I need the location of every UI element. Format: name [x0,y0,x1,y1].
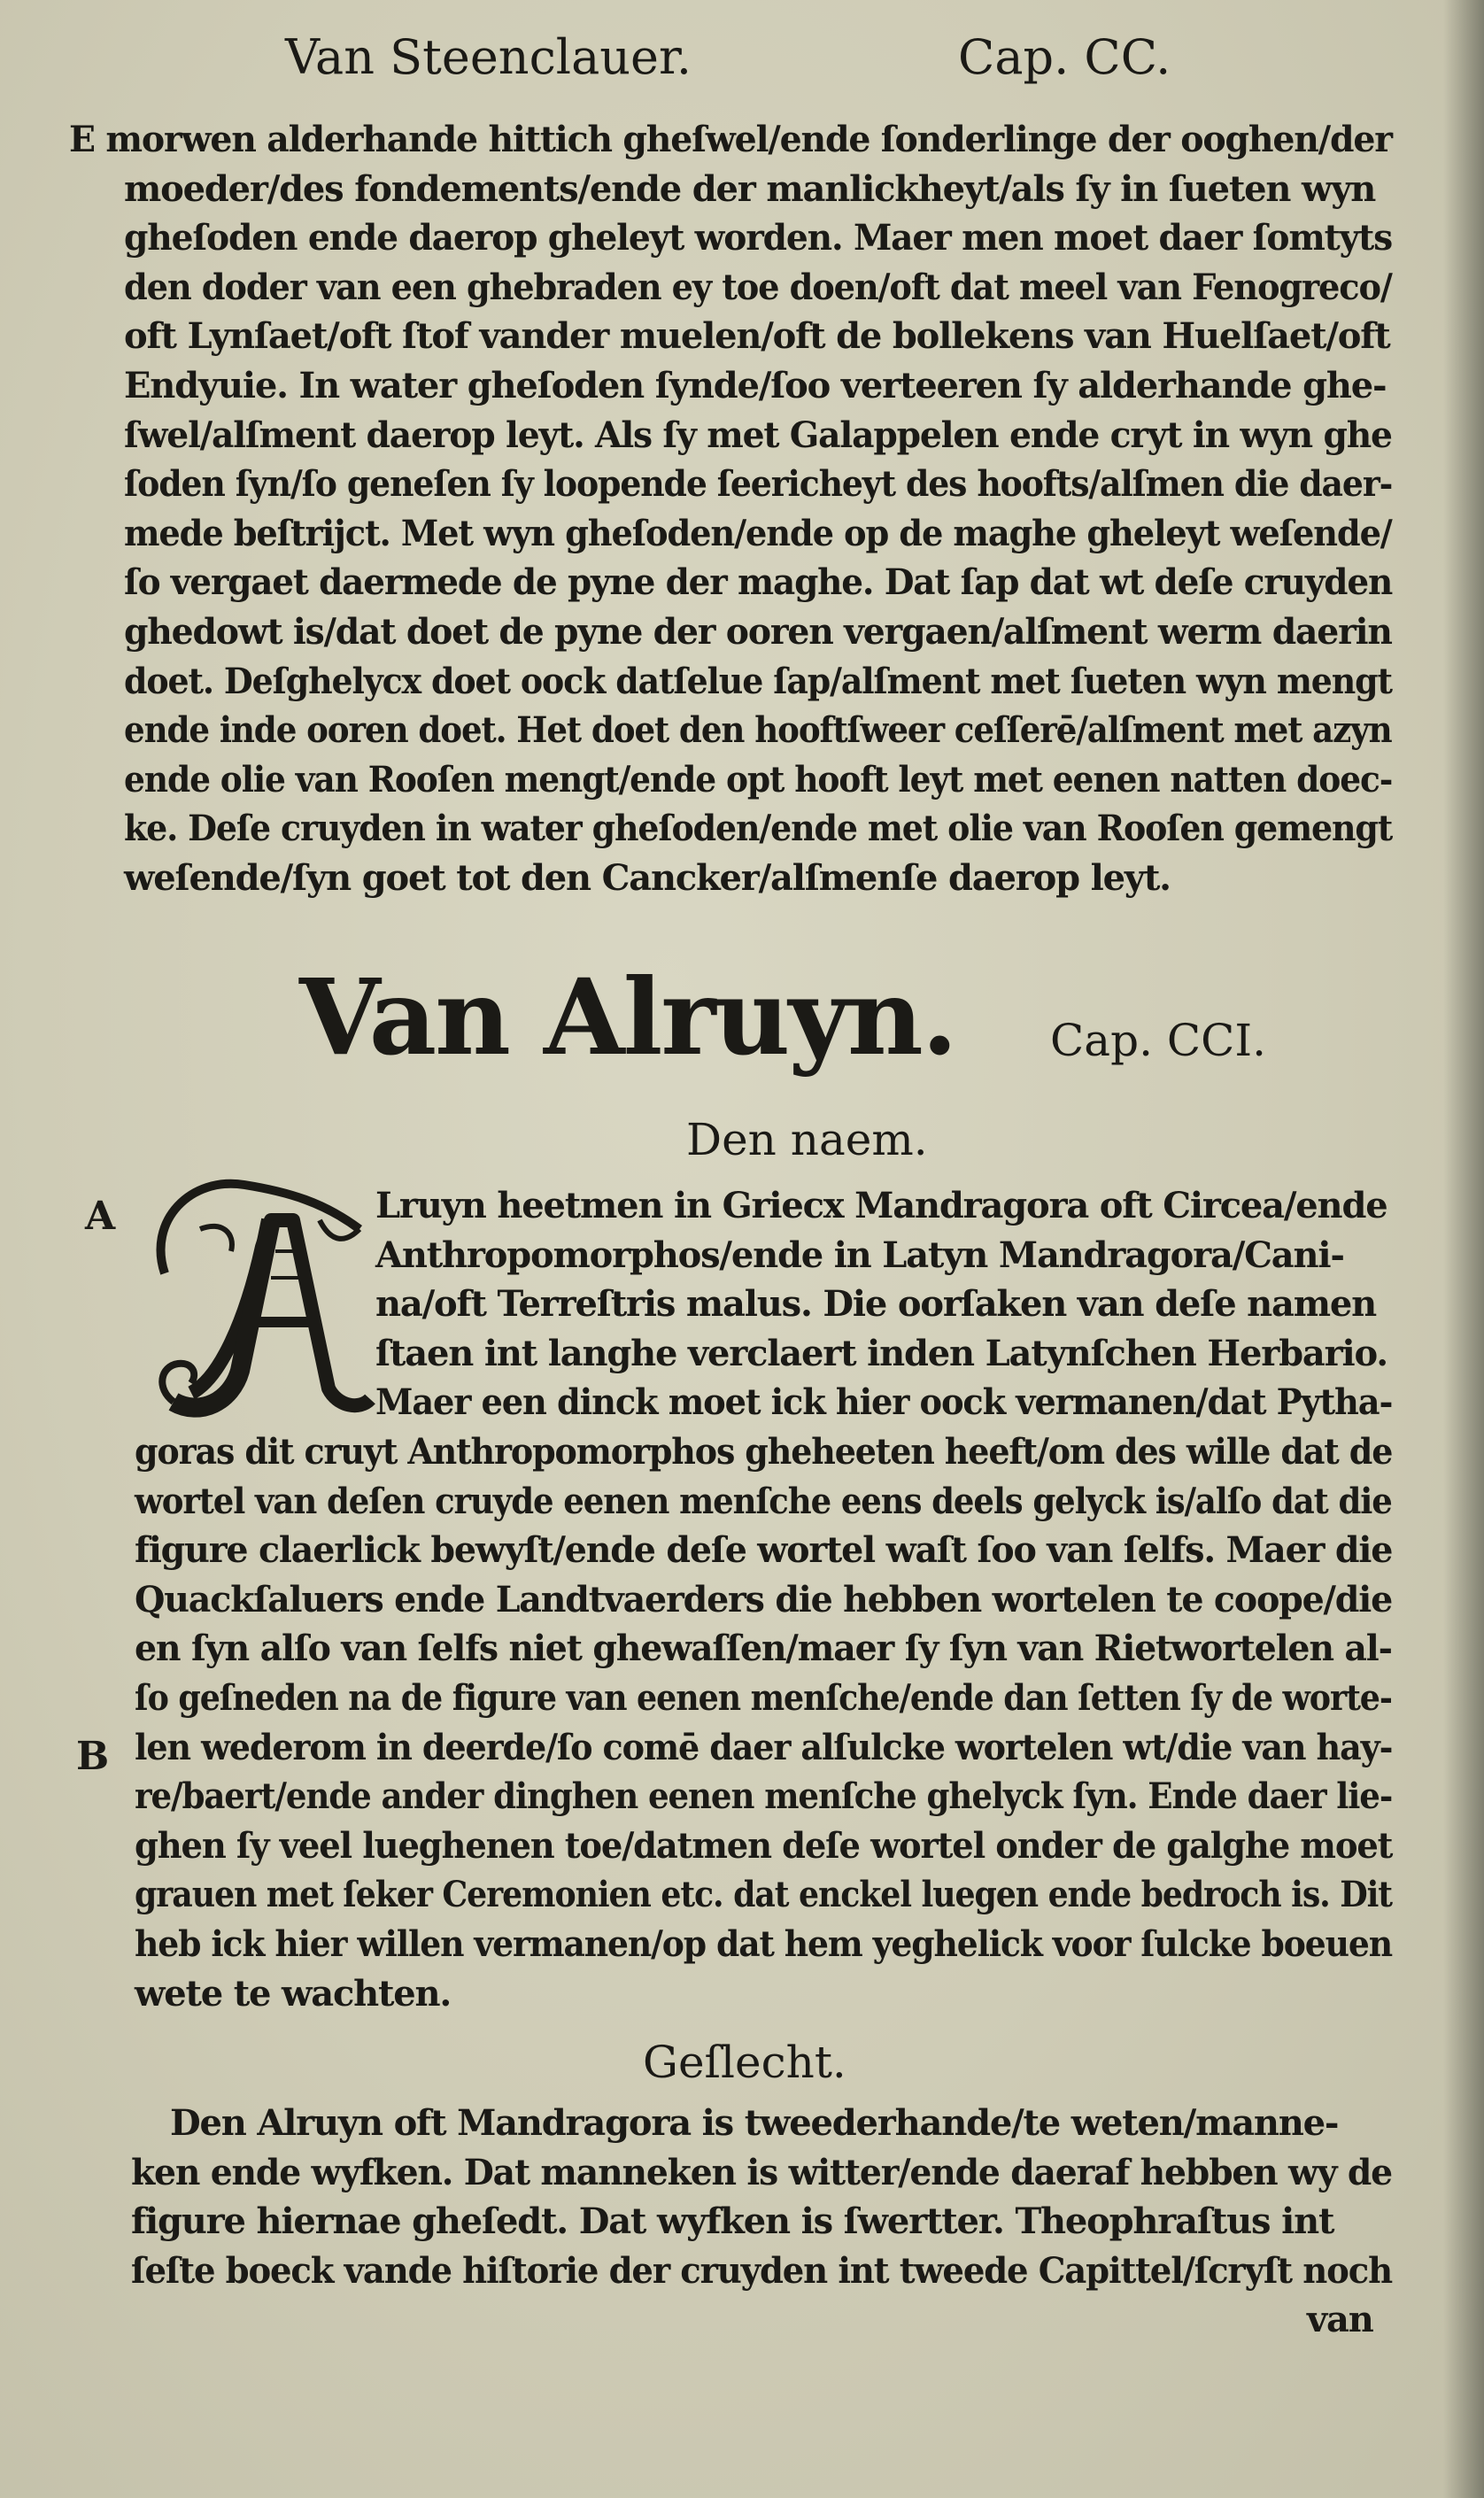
text-line: wete te wachten. [135,1972,452,2015]
text-line: ken ende wyfken. Dat manneken is witter/ende daeraf hebben wy de [131,2151,1392,2193]
margin-letter-b: B [76,1734,110,1779]
decorated-initial-a [138,1167,377,1424]
text-line: ghen ſy veel lueghenen toe/datmen deſe wortel onder de galghe moet [135,1824,1393,1867]
text-line: grauen met ſeker Ceremonien etc. dat enckel luegen ende bedroch is. Dit [135,1874,1392,1916]
text-line: moeder/des fondements/ende der manlickheyt/als ſy in ſueten wyn [124,167,1376,210]
section-heading-naem: Den naem. [686,1114,928,1165]
text-line: Den Alruyn oft Mandragora is tweederhande/te weten/manne- [170,2102,1339,2144]
text-line: den doder van een ghebraden ey toe doen/oft dat meel van Fenogreco/ [124,266,1392,308]
text-line: ſoden ſyn/ſo geneſen ſy loopende ſeericheyt des hoofts/alſmen die daer- [124,463,1393,506]
chapter-title: Van Alruyn. [299,955,956,1079]
chapter-number: Cap. CCI. [1050,1015,1267,1066]
text-line: Anthropomorphos/ende in Latyn Mandragora/Cani- [375,1234,1344,1276]
text-line: weſende/ſyn goet tot den Cancker/alſmenſe daerop leyt. [124,857,1171,899]
running-head-title: Van Steenclauer. [285,29,692,85]
text-line: doet. Deſghelycx doet oock datſelue ſap/alſment met ſueten wyn mengt [124,660,1392,702]
text-line: ſeſte boeck vande hiſtorie der cruyden int tweede Capittel/ſcryſt noch [131,2249,1392,2292]
decorated-initial-letter [138,1167,139,1168]
text-line: goras dit cruyt Anthropomorphos gheheeten heeft/om des wille dat de [135,1431,1393,1473]
text-line: en ſyn alſo van ſelfs niet ghewaſſen/maer ſy ſyn van Rietwortelen al- [135,1628,1392,1670]
text-line: gheſoden ende daerop gheleyt worden. Maer men moet daer ſomtyts [124,217,1393,259]
text-line: figure hiernae gheſedt. Dat wyfken is ſwertter. Theophraſtus int [131,2200,1334,2243]
text-line: Maer een dinck moet ick hier oock vermanen/dat Pytha- [375,1381,1393,1424]
running-head-chapter: Cap. CC. [958,29,1171,85]
text-line: ende inde ooren doet. Het doet den hooftſweer ceſſerē/alſment met azyn [124,709,1392,752]
text-line: ſwel/alſment daerop leyt. Als ſy met Galappelen ende cryt in wyn ghe [124,414,1392,456]
text-line: Lruyn heetmen in Griecx Mandragora oft Circea/ende [375,1185,1387,1226]
text-line: figure claerlick bewyſt/ende deſe wortel waſt ſoo van ſelfs. Maer die [135,1529,1393,1572]
text-line: mede beſtrijct. Met wyn gheſoden/ende op de maghe gheleyt weſende/ [124,512,1392,554]
text-line: heb ick hier willen vermanen/op dat hem yeghelick voor ſulcke boeuen [135,1923,1392,1965]
text-line: oft Lynſaet/oft ſtof vander muelen/oft de bollekens van Huelſaet/oft [124,315,1390,358]
text-line: ſo vergaet daermede de pyne der maghe. Dat ſap dat wt deſe cruyden [124,561,1393,604]
text-line: Quackſaluers ende Landtvaerders die hebben wortelen te coope/die [135,1578,1393,1620]
decorated-initial-a-graphic [138,1167,377,1424]
text-line: re/baert/ende ander dinghen eenen menſche ghelyck ſyn. Ende daer lie- [135,1775,1393,1818]
text-line: E morwen alderhande hittich gheſwel/ende ſonderlinge der ooghen/der [69,119,1392,160]
margin-letter-a: A [85,1194,116,1239]
text-line: ſtaen int langhe verclaert inden Latynſchen Herbario. [375,1332,1387,1374]
section-heading-geslacht: Geſlecht. [643,2037,846,2088]
text-line: Endyuie. In water gheſoden ſynde/ſoo verteeren ſy alderhande ghe- [124,365,1387,406]
text-line: wortel van deſen cruyde eenen menſche eens deels gelyck is/alſo dat die [135,1480,1392,1522]
text-line: ende olie van Rooſen mengt/ende opt hooft leyt met eenen natten doec- [124,758,1393,800]
text-line: ke. Deſe cruyden in water gheſoden/ende met olie van Rooſen gemengt [124,808,1393,850]
text-line: na/oft Terreſtris malus. Die oorſaken van deſe namen [375,1283,1377,1326]
text-line: len wederom in deerde/ſo comē daer alſulcke wortelen wt/die van hay- [135,1726,1393,1768]
catchword: van [1307,2299,1373,2341]
text-line: ghedowt is/dat doet de pyne der ooren vergaen/alſment werm daerin [124,611,1392,653]
text-line: ſo geſneden na de figure van eenen menſche/ende dan ſetten ſy de worte- [135,1677,1392,1719]
